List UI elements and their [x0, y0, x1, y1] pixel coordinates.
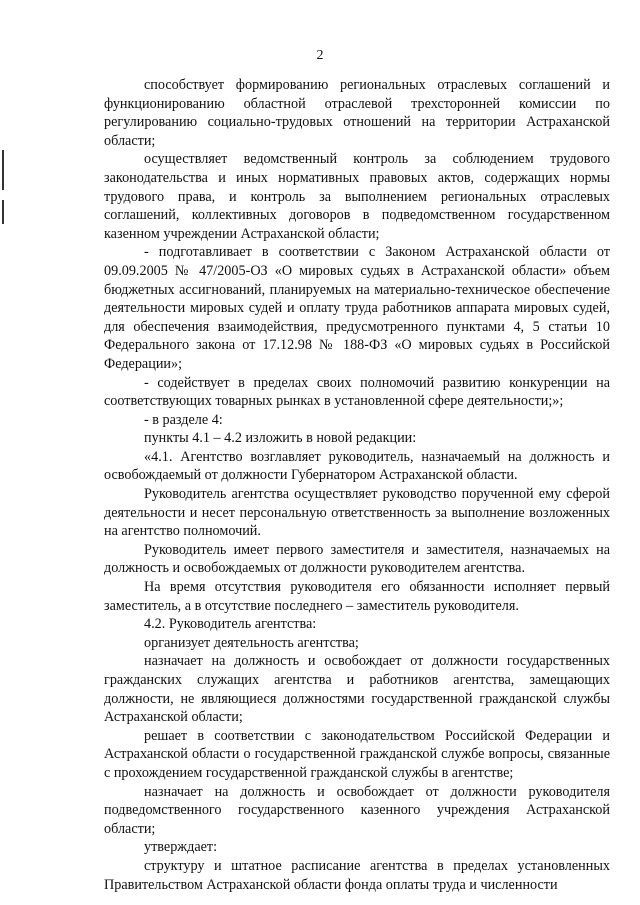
- page-number: 2: [316, 48, 324, 63]
- paragraph: - подготавливает в соответствии с Законом Астраханской области от 09.09.2005 № 47/2005-ОЗ «О мировых судьях в Астраханской области» объем бюджетных ассигнований, планируемых на материально-техническое обеспечение деятельности мировых судей и оплату труда работников аппарата мировых судей, для обеспечения взаимодействия, предусмотренного пунктами 4, 5 статьи 10 Федерального закона от 17.12.98 № 188-ФЗ «О мировых судьях в Российской Федерации»;: [104, 244, 610, 372]
- paragraph: - содействует в пределах своих полномочий развитию конкуренции на соответствующих товарных рынках в установленной сфере деятельности;»;: [104, 374, 610, 410]
- paragraph: назначает на должность и освобождает от должности руководителя подведомственного государственного казенного учреждения Астраханской области;: [104, 783, 610, 837]
- document-body: [104, 76, 610, 894]
- paragraph: организует деятельность агентства;: [144, 634, 359, 651]
- paragraph: решает в соответствии с законодательством Российской Федерации и Астраханской области о государственной гражданской службе вопросы, связанные с прохождением государственной гражданской службы в агентстве;: [104, 727, 610, 781]
- paragraph: На время отсутствия руководителя его обязанности исполняет первый заместитель, а в отсутствие последнего – заместитель руководителя.: [104, 579, 610, 614]
- binding-edge-mark: [2, 150, 4, 190]
- binding-edge-mark: [2, 200, 4, 224]
- paragraph: пункты 4.1 – 4.2 изложить в новой редакции:: [144, 430, 417, 447]
- paragraph: утверждает:: [144, 839, 218, 856]
- paragraph: «4.1. Агентство возглавляет руководитель, назначаемый на должность и освобождаемый от должности Губернатором Астраханской области.: [104, 448, 610, 484]
- paragraph: - в разделе 4:: [144, 411, 223, 428]
- paragraph: способствует формированию региональных отраслевых соглашений и функционированию областной отраслевой трехсторонней комиссии по регулированию социально-трудовых отношений на территории Астраханской области;: [104, 77, 610, 149]
- paragraph: Руководитель имеет первого заместителя и заместителя, назначаемых на должность и освобождаемых от должности руководителем агентства.: [104, 541, 610, 577]
- paragraph: назначает на должность и освобождает от должности государственных гражданских служащих агентства и работников агентства, замещающих должности, не являющиеся должностями государственной гражданской службы Астраханской области;: [104, 653, 610, 726]
- paragraph: 4.2. Руководитель агентства:: [144, 616, 317, 633]
- paragraph: структуру и штатное расписание агентства в пределах установленных Правительством Астраханской области фонда оплаты труда и численности: [104, 857, 610, 893]
- paragraph: осуществляет ведомственный контроль за соблюдением трудового законодательства и иных нормативных правовых актов, содержащих нормы трудового права, и контроль за выполнением региональных отраслевых соглашений, коллективных договоров в подведомственном государственном казенном учреждении Астраханской области;: [104, 151, 610, 242]
- paragraph: Руководитель агентства осуществляет руководство порученной ему сферой деятельности и несет персональную ответственность за выполнение возложенных на агентство полномочий.: [104, 486, 610, 540]
